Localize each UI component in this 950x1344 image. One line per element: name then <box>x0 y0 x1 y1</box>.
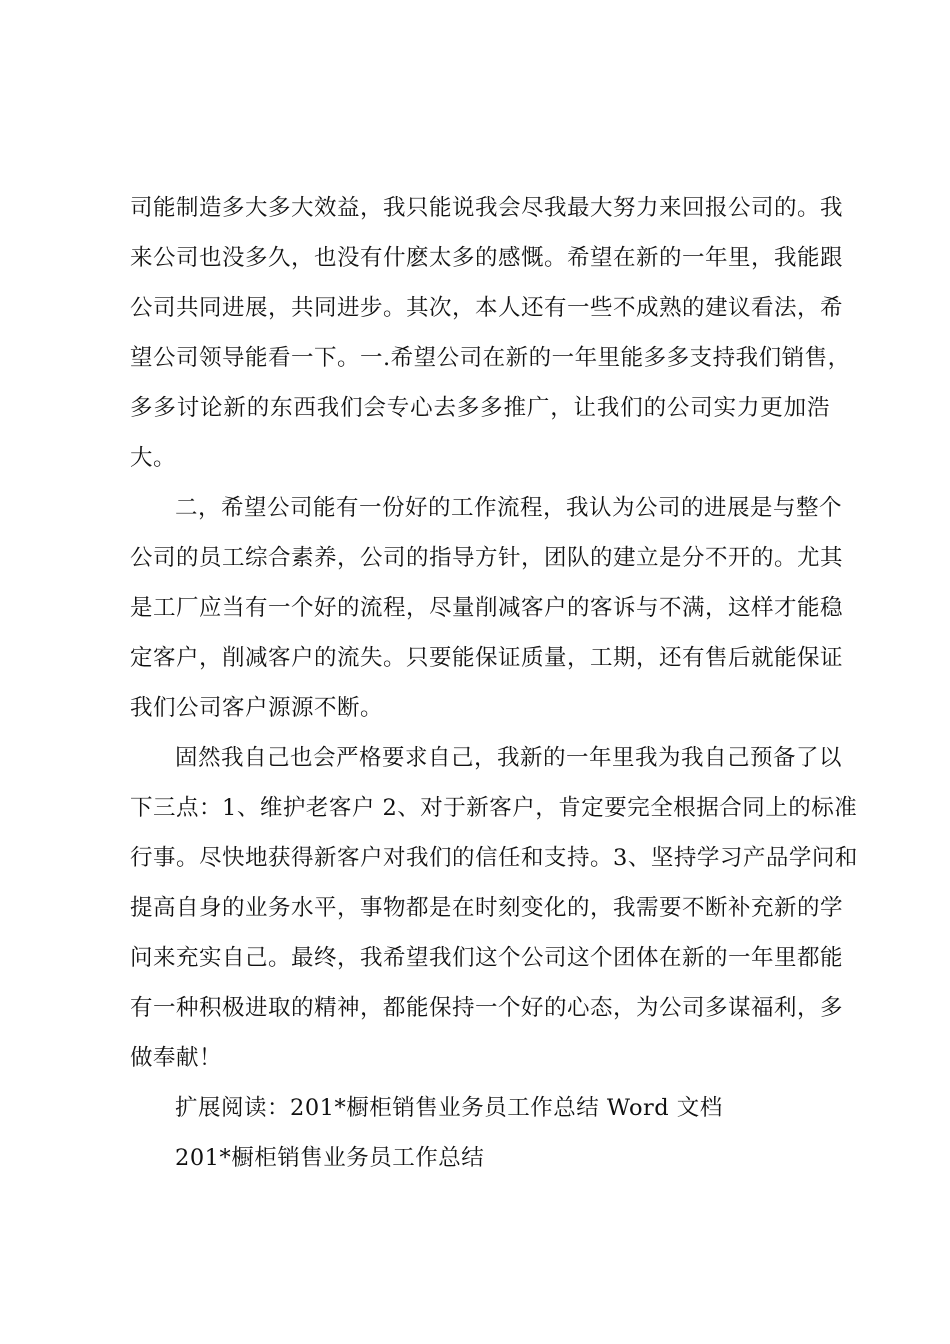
paragraph-3-line-2: 下三点：1、维护老客户 2、对于新客户，肯定要完全根据合同上的标准 <box>130 795 858 821</box>
document-subtitle: 201*橱柜销售业务员工作总结 <box>175 1145 485 1171</box>
paragraph-3-line-5: 问来充实自己。最终，我希望我们这个公司这个团体在新的一年里都能 <box>130 945 844 971</box>
paragraph-2-line-5: 我们公司客户源源不断。 <box>130 695 384 721</box>
paragraph-2-line-2: 公司的员工综合素养，公司的指导方针，团队的建立是分不开的。尤其 <box>130 545 844 571</box>
paragraph-1-line-4: 望公司领导能看一下。一.希望公司在新的一年里能多多支持我们销售， <box>130 345 851 371</box>
paragraph-3-line-1: 固然我自己也会严格要求自己，我新的一年里我为我自己预备了以 <box>175 745 843 771</box>
paragraph-1-line-5: 多多讨论新的东西我们会专心去多多推广，让我们的公司实力更加浩 <box>130 395 830 421</box>
paragraph-2-line-4: 定客户，削减客户的流失。只要能保证质量，工期，还有售后就能保证 <box>130 645 844 671</box>
paragraph-1-line-1: 司能制造多大多大效益，我只能说我会尽我最大努力来回报公司的。我 <box>130 195 844 221</box>
paragraph-3-line-3: 行事。尽快地获得新客户对我们的信任和支持。3、坚持学习产品学问和 <box>130 845 858 871</box>
paragraph-2-line-3: 是工厂应当有一个好的流程，尽量削减客户的客诉与不满，这样才能稳 <box>130 595 844 621</box>
paragraph-1-line-6: 大。 <box>130 445 177 471</box>
paragraph-3-line-4: 提高自身的业务水平，事物都是在时刻变化的，我需要不断补充新的学 <box>130 895 844 921</box>
extended-reading-heading: 扩展阅读：201*橱柜销售业务员工作总结 Word 文档 <box>175 1095 723 1121</box>
paragraph-3-line-7: 做奉献！ <box>130 1045 223 1071</box>
paragraph-1-line-3: 公司共同进展，共同进步。其次，本人还有一些不成熟的建议看法，希 <box>130 295 844 321</box>
paragraph-2-line-1: 二，希望公司能有一份好的工作流程，我认为公司的进展是与整个 <box>175 495 843 521</box>
paragraph-3-line-6: 有一种积极进取的精神，都能保持一个好的心态，为公司多谋福利，多 <box>130 995 844 1021</box>
paragraph-1-line-2: 来公司也没多久，也没有什麽太多的感慨。希望在新的一年里，我能跟 <box>130 245 844 271</box>
